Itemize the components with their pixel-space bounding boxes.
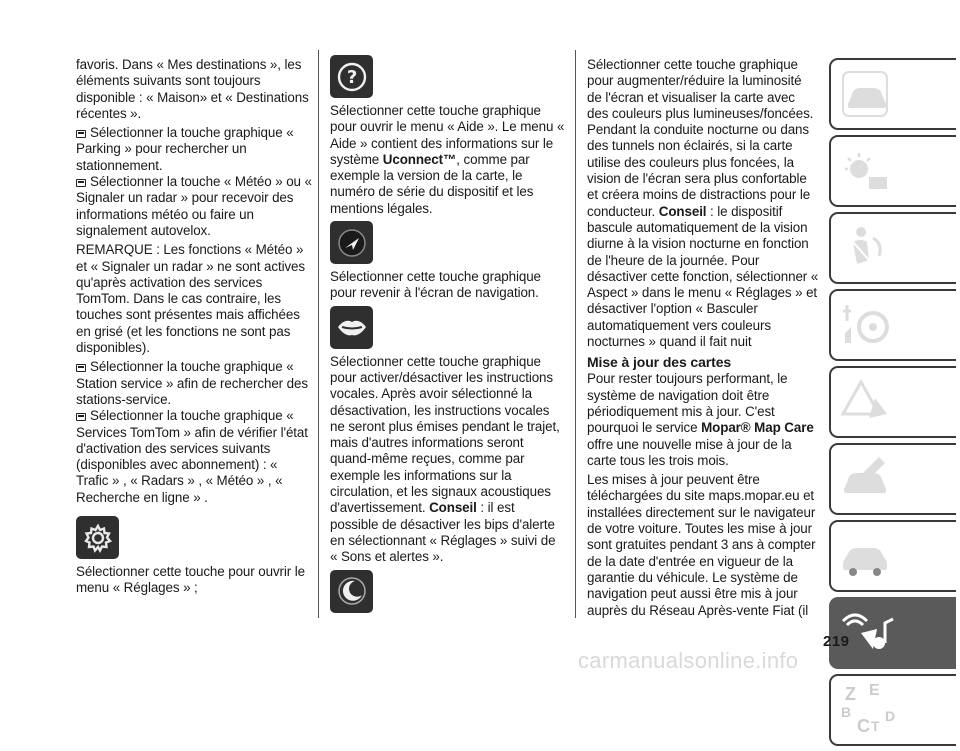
index-letter: B — [841, 704, 852, 720]
bullet-icon — [76, 364, 86, 372]
remark-paragraph: REMARQUE : Les fonctions « Météo » et « Signaler un radar » ne sont actives qu'après activation des services TomTom. Dans le cas contraire, les touches sont présentes mais affichées en grisé (et les fonctions ne sont pas disponibles). — [76, 242, 305, 356]
section-heading: Mise à jour des cartes — [587, 354, 732, 371]
paragraph: Sélectionner cette touche graphique pour revenir à l'écran de navigation. — [330, 269, 541, 301]
paragraph-text: Pour rester toujours performant, le système de navigation doit être périodiquement mis à jour. C'est pourquoi le service — [587, 371, 788, 436]
help-question-icon — [330, 55, 373, 98]
brand-name: Uconnect™ — [382, 151, 457, 167]
paragraph-text: Sélectionner cette touche graphique pour activer/désactiver les instructions vocales. Après avoir sélectionné la désactivation, les instructions vocales ne seront plus émises pendant le trajet, mais d'autres informations seront quand-même reçues, comme par exemple les informations sur la circulation, et les signaux acoustiques d'avertissement. — [330, 353, 560, 516]
paragraph — [330, 354, 566, 566]
page-number: 219 — [823, 633, 850, 650]
tab-index[interactable] — [829, 674, 956, 746]
navigation-arrow-icon — [330, 221, 373, 264]
text-column-2 — [330, 55, 566, 618]
bullet-paragraph — [76, 359, 312, 408]
paragraph-text: offre une nouvelle mise à jour de la carte tous les trois mois. — [587, 436, 792, 468]
tip-label: Conseil — [429, 500, 477, 516]
paragraph-text: : il est possible de désactiver les bips d'alerte en sélectionnant « Réglages » suivi de « Sons et alertes ». — [330, 500, 556, 565]
tab-maintenance[interactable] — [829, 443, 956, 515]
tab-technical-data[interactable] — [829, 520, 956, 592]
paragraph-text: Sélectionner la touche « Météo » ou « Signaler un radar » pour recevoir des informations météo ou faire un signalement autovelox. — [76, 174, 312, 238]
index-letter: C — [857, 716, 870, 736]
service-name: Mopar® Map Care — [701, 420, 814, 436]
svg-text:?: ? — [346, 66, 357, 88]
bullet-paragraph — [76, 408, 312, 506]
paragraph-text: , comme par exemple la version de la carte, le numéro de série du dispositif et les mentions légales. — [330, 151, 534, 216]
paragraph: Les mises à jour peuvent être téléchargées du site maps.mopar.eu et installées directement sur le navigateur de votre voiture. Toutes les mise à jour sont gratuites pendant 3 ans à compter de la date d'entrée en vigueur de la garantie du véhicule. Le système de navigation peut aussi être mis à jour auprès du Réseau Après-vente Fiat (il — [587, 472, 816, 618]
technical-data-icon — [839, 528, 895, 584]
paragraph — [587, 371, 819, 469]
breakdown-warning-icon — [839, 374, 895, 430]
voice-lips-icon — [330, 306, 373, 349]
index-letter: Z — [845, 684, 856, 704]
column-separator — [318, 50, 319, 618]
index-letter: E — [869, 682, 880, 699]
bullet-icon — [76, 130, 86, 138]
text-column-3 — [587, 57, 819, 622]
tab-safety[interactable] — [829, 212, 956, 284]
warning-lights-icon — [839, 143, 895, 199]
maintenance-car-icon — [839, 451, 895, 507]
paragraph-text: Sélectionner la touche graphique « Station service » afin de rechercher des stations-service. — [76, 359, 308, 407]
tab-car-dashboard[interactable] — [829, 58, 956, 130]
index-letter: D — [885, 708, 896, 724]
bullet-icon — [76, 179, 86, 187]
paragraph-text: Sélectionner cette touche graphique pour augmenter/réduire la luminosité de l'écran et visualiser la carte avec des couleurs plus lumineuses/foncées. Pendant la conduite nocturne ou dans des tunnels non éclairés, si la carte utilise des couleurs plus foncées, la vision de l'écran sera plus confortable et créera moins de distractions pour le conducteur. — [587, 57, 814, 219]
bullet-paragraph — [76, 125, 312, 174]
tab-starting-driving[interactable] — [829, 289, 956, 361]
tip-label: Conseil — [658, 203, 707, 219]
bullet-icon — [76, 413, 86, 421]
paragraph — [330, 103, 566, 217]
text-column-1 — [76, 57, 312, 600]
night-moon-icon — [330, 570, 373, 613]
paragraph-text: Sélectionner la touche graphique « Services TomTom » afin de vérifier l'état d'activation des services suivants (disponibles avec abonnement) : « Trafic » , « Radars » , « Météo » , « Recherche en ligne » . — [76, 408, 308, 505]
paragraph — [587, 57, 819, 350]
watermark: carmanualsonline.info — [578, 648, 799, 673]
index-icon — [841, 682, 901, 738]
paragraph-text: Sélectionner cette touche graphique pour ouvrir le menu « Aide ». Le menu « Aide » contient des informations sur le système — [330, 103, 565, 167]
bullet-paragraph — [76, 174, 312, 239]
seatbelt-airbag-icon — [839, 220, 895, 276]
tab-emergency[interactable] — [829, 366, 956, 438]
tab-warning-lights[interactable] — [829, 135, 956, 207]
paragraph-text: Sélectionner la touche graphique « Parking » pour rechercher un stationnement. — [76, 125, 294, 173]
paragraph-text: : le dispositif bascule automatiquement de la vision diurne à la vision nocturne en fonction de l'heure de la journée. Pour désactiver cette fonction, sélectionner « Aspect » dans le menu « Réglages » et désactiver l'option « Basculer automatiquement vers couleurs nocturnes » quand il fait nuit — [587, 203, 819, 350]
settings-gear-icon — [76, 516, 119, 559]
paragraph: favoris. Dans « Mes destinations », les éléments suivants sont toujours disponible : « Maison» et « Destinations récentes ». — [76, 57, 309, 121]
car-dashboard-icon — [839, 66, 895, 122]
steering-wheel-icon — [839, 297, 895, 353]
paragraph: Sélectionner cette touche pour ouvrir le menu « Réglages » ; — [76, 564, 305, 596]
index-letter: T — [871, 718, 880, 734]
column-separator — [575, 50, 576, 618]
